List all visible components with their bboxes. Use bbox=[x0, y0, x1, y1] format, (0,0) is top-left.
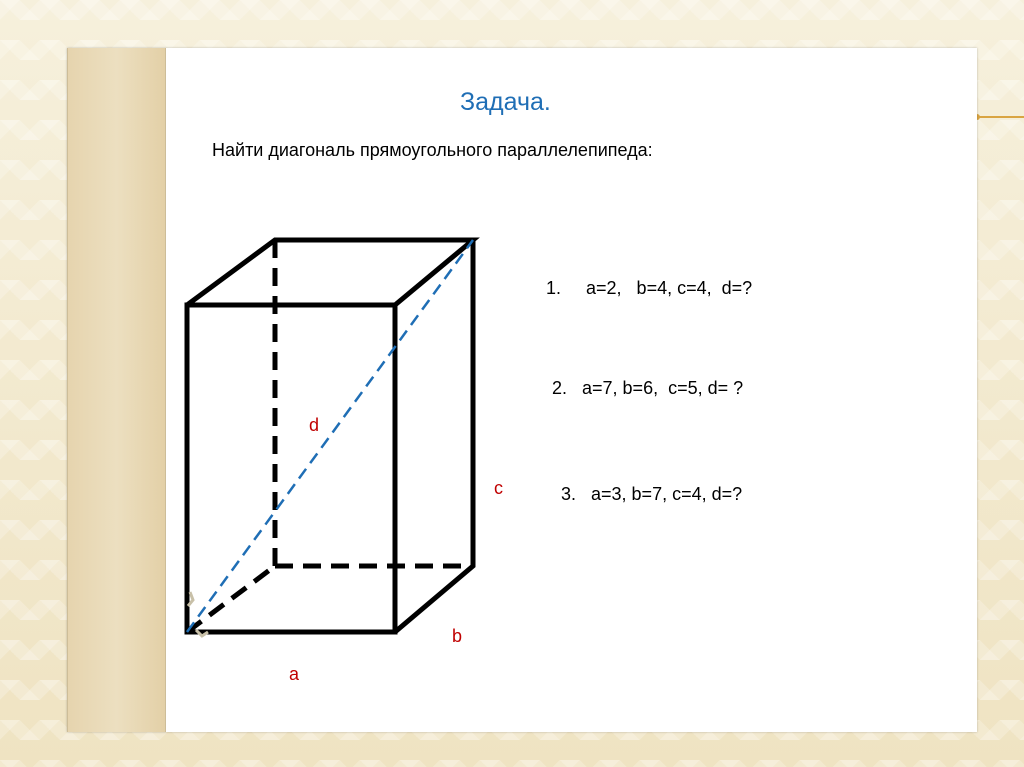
space-diagonal bbox=[187, 240, 473, 632]
label-a: a bbox=[289, 664, 300, 684]
problem-1: 1. a=2, b=4, c=4, d=? bbox=[546, 278, 753, 298]
problem-2: 2. a=7, b=6, c=5, d= ? bbox=[552, 378, 744, 398]
problem-3: 3. a=3, b=7, c=4, d=? bbox=[561, 484, 743, 504]
label-c: c bbox=[494, 478, 503, 498]
hidden-edges bbox=[187, 240, 473, 632]
hidden-edge-left-bottom bbox=[187, 566, 275, 632]
right-face bbox=[395, 240, 473, 632]
label-d: d bbox=[309, 415, 320, 435]
slide-title: Задача. bbox=[460, 88, 551, 116]
slide-subtitle: Найти диагональ прямоугольного параллелепипеда: bbox=[212, 140, 653, 160]
label-b: b bbox=[452, 626, 463, 646]
front-face bbox=[187, 305, 395, 632]
visible-edges bbox=[187, 240, 473, 632]
top-face bbox=[187, 240, 473, 305]
